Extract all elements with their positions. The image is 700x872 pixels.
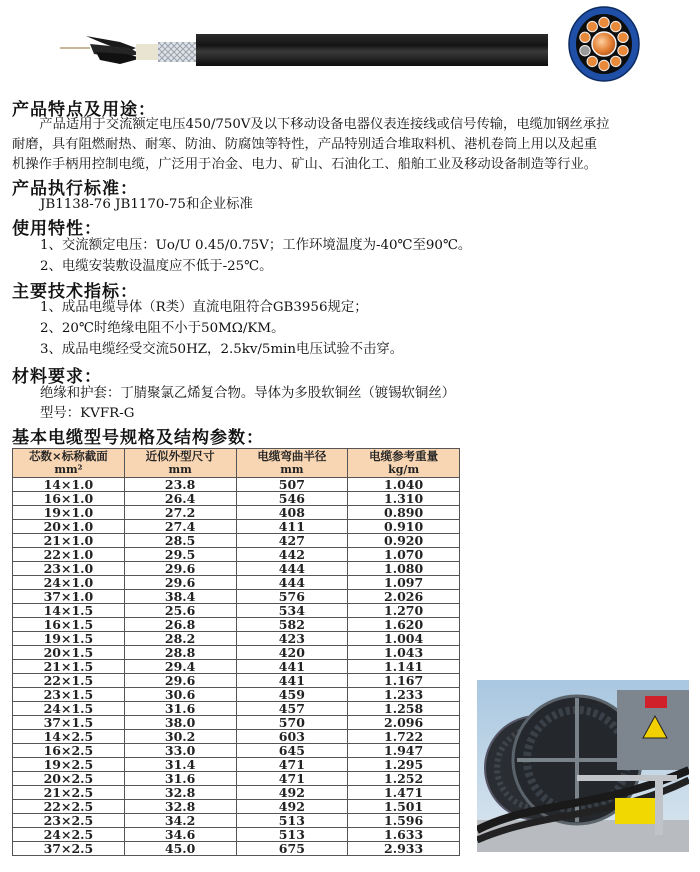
cell-bend-radius: 420	[236, 646, 348, 660]
cell-weight: 1.295	[348, 758, 460, 772]
table-header-row	[13, 449, 460, 478]
usage-heading: 使用特性：	[12, 219, 102, 239]
cable-reel-photo	[477, 680, 689, 852]
header-label: 芯数×标称截面	[29, 449, 108, 463]
table-row	[13, 744, 460, 758]
cell-cores-section: 14×1.5	[13, 604, 125, 618]
cell-weight: 1.270	[348, 604, 460, 618]
cell-outer-diameter: 23.8	[124, 478, 236, 492]
cell-outer-diameter: 29.5	[124, 548, 236, 562]
cell-outer-diameter: 27.2	[124, 506, 236, 520]
features-paragraph	[12, 115, 688, 175]
table-row	[13, 702, 460, 716]
cell-cores-section: 22×1.0	[13, 548, 125, 562]
warning-label	[645, 696, 667, 708]
cell-weight: 1.310	[348, 492, 460, 506]
header-label: 电缆弯曲半径	[257, 449, 327, 463]
cell-cores-section: 19×1.0	[13, 506, 125, 520]
table-row	[13, 688, 460, 702]
header-cores-section	[13, 449, 125, 478]
cell-weight: 1.722	[348, 730, 460, 744]
cell-cores-section: 16×1.0	[13, 492, 125, 506]
cell-weight: 2.933	[348, 842, 460, 856]
cell-cores-section: 22×2.5	[13, 800, 125, 814]
cell-weight: 1.633	[348, 828, 460, 842]
core-conductor	[599, 60, 609, 70]
cell-weight: 1.258	[348, 702, 460, 716]
cell-weight: 0.890	[348, 506, 460, 520]
steel-frame	[655, 775, 663, 835]
technical-item: 3、成品电缆经受交流50HZ，2.5kv/5min电压试验不击穿。	[40, 342, 404, 357]
cell-weight: 0.910	[348, 520, 460, 534]
yellow-motor	[615, 798, 655, 824]
features-line: 机操作手柄用控制电缆，广泛用于冶金、电力、矿山、石油化工、船舶工业及移动设备制造等行业。	[12, 157, 598, 172]
core-conductor	[611, 21, 621, 31]
cell-bend-radius: 471	[236, 772, 348, 786]
table-row	[13, 716, 460, 730]
table-row	[13, 786, 460, 800]
cell-cores-section: 20×1.0	[13, 520, 125, 534]
table-row	[13, 590, 460, 604]
cell-cores-section: 19×2.5	[13, 758, 125, 772]
cell-outer-diameter: 26.8	[124, 618, 236, 632]
cell-cores-section: 21×1.0	[13, 534, 125, 548]
table-body	[13, 478, 460, 856]
cell-bend-radius: 645	[236, 744, 348, 758]
cell-outer-diameter: 31.6	[124, 702, 236, 716]
cell-outer-diameter: 25.6	[124, 604, 236, 618]
cell-bend-radius: 471	[236, 758, 348, 772]
core-conductor	[618, 32, 628, 42]
cell-weight: 1.501	[348, 800, 460, 814]
cell-bend-radius: 427	[236, 534, 348, 548]
table-row	[13, 674, 460, 688]
cell-bend-radius: 444	[236, 576, 348, 590]
technical-heading: 主要技术指标：	[12, 282, 138, 302]
table-row	[13, 814, 460, 828]
technical-item: 1、成品电缆导体（R类）直流电阻符合GB3956规定；	[40, 300, 368, 315]
header-weight	[348, 449, 460, 478]
steel-braid	[158, 42, 196, 62]
cell-bend-radius: 534	[236, 604, 348, 618]
cell-weight: 2.026	[348, 590, 460, 604]
central-conductor	[592, 32, 616, 56]
core-conductor	[611, 56, 621, 66]
cell-outer-diameter: 28.5	[124, 534, 236, 548]
cell-bend-radius: 423	[236, 632, 348, 646]
cell-outer-diameter: 26.4	[124, 492, 236, 506]
table-row	[13, 646, 460, 660]
features-heading: 产品特点及用途：	[12, 100, 156, 120]
cell-bend-radius: 513	[236, 828, 348, 842]
table-row	[13, 492, 460, 506]
cell-weight: 1.004	[348, 632, 460, 646]
params-heading: 基本电缆型号规格及结构参数：	[12, 428, 264, 448]
table-row	[13, 758, 460, 772]
cell-weight: 0.920	[348, 534, 460, 548]
cell-outer-diameter: 38.4	[124, 590, 236, 604]
cell-bend-radius: 675	[236, 842, 348, 856]
cell-weight: 2.096	[348, 716, 460, 730]
cell-bend-radius: 513	[236, 814, 348, 828]
cable-side-view-image	[60, 28, 550, 78]
cell-bend-radius: 441	[236, 674, 348, 688]
cell-cores-section: 21×1.5	[13, 660, 125, 674]
table-row	[13, 478, 460, 492]
cell-outer-diameter: 30.2	[124, 730, 236, 744]
cable-cross-section-image	[566, 6, 642, 82]
table-row	[13, 618, 460, 632]
table-row	[13, 842, 460, 856]
materials-heading: 材料要求：	[12, 367, 102, 387]
cell-outer-diameter: 34.6	[124, 828, 236, 842]
cell-bend-radius: 582	[236, 618, 348, 632]
cell-cores-section: 37×2.5	[13, 842, 125, 856]
table-row	[13, 660, 460, 674]
cell-weight: 1.141	[348, 660, 460, 674]
table-row	[13, 632, 460, 646]
cell-outer-diameter: 29.6	[124, 562, 236, 576]
cell-cores-section: 19×1.5	[13, 632, 125, 646]
cell-weight: 1.040	[348, 478, 460, 492]
cell-outer-diameter: 32.8	[124, 786, 236, 800]
usage-item: 1、交流额定电压：Uo/U 0.45/0.75V；工作环境温度为-40℃至90℃。	[40, 238, 472, 253]
header-unit: mm	[280, 463, 304, 476]
cell-cores-section: 24×1.5	[13, 702, 125, 716]
table-row	[13, 562, 460, 576]
cell-bend-radius: 546	[236, 492, 348, 506]
cell-bend-radius: 459	[236, 688, 348, 702]
cell-weight: 1.596	[348, 814, 460, 828]
header-bend-radius	[236, 449, 348, 478]
cell-cores-section: 20×1.5	[13, 646, 125, 660]
header-unit: kg/m	[388, 463, 420, 476]
cell-weight: 1.070	[348, 548, 460, 562]
cell-cores-section: 16×2.5	[13, 744, 125, 758]
header-label: 电缆参考重量	[369, 449, 439, 463]
tape-wrap	[136, 44, 160, 60]
cell-bend-radius: 603	[236, 730, 348, 744]
cell-bend-radius: 507	[236, 478, 348, 492]
standards-text: JB1138-76 JB1170-75和企业标准	[40, 197, 253, 212]
cell-weight: 1.043	[348, 646, 460, 660]
cell-outer-diameter: 28.8	[124, 646, 236, 660]
cell-cores-section: 22×1.5	[13, 674, 125, 688]
cell-cores-section: 21×2.5	[13, 786, 125, 800]
table-row	[13, 506, 460, 520]
cell-cores-section: 14×2.5	[13, 730, 125, 744]
table-row	[13, 730, 460, 744]
cell-outer-diameter: 29.6	[124, 674, 236, 688]
cell-outer-diameter: 34.2	[124, 814, 236, 828]
cell-weight: 1.471	[348, 786, 460, 800]
header-unit: mm	[168, 463, 192, 476]
table-row	[13, 772, 460, 786]
cell-weight: 1.080	[348, 562, 460, 576]
cell-bend-radius: 411	[236, 520, 348, 534]
cell-outer-diameter: 31.6	[124, 772, 236, 786]
table-row	[13, 800, 460, 814]
cell-bend-radius: 492	[236, 786, 348, 800]
cell-outer-diameter: 29.4	[124, 660, 236, 674]
table-row	[13, 828, 460, 842]
cell-bend-radius: 441	[236, 660, 348, 674]
standards-heading: 产品执行标准：	[12, 179, 138, 199]
cell-outer-diameter: 32.8	[124, 800, 236, 814]
core-conductor	[580, 32, 590, 42]
cell-cores-section: 14×1.0	[13, 478, 125, 492]
cell-bend-radius: 576	[236, 590, 348, 604]
table-row	[13, 548, 460, 562]
cell-cores-section: 23×2.5	[13, 814, 125, 828]
core-conductor	[587, 21, 597, 31]
cell-bend-radius: 408	[236, 506, 348, 520]
header-label: 近似外型尺寸	[145, 449, 215, 463]
cell-weight: 1.097	[348, 576, 460, 590]
cell-outer-diameter: 31.4	[124, 758, 236, 772]
features-line: 耐磨，具有阻燃耐热、耐寒、防油、防腐蚀等特性，产品特别适合堆取料机、港机卷筒上用以及起重	[12, 137, 598, 152]
cell-outer-diameter: 28.2	[124, 632, 236, 646]
cell-bend-radius: 570	[236, 716, 348, 730]
cell-outer-diameter: 30.6	[124, 688, 236, 702]
features-line: 产品适用于交流额定电压450/750V及以下移动设备电器仪表连接线或信号传输，电缆加钢丝承拉	[26, 117, 610, 132]
header-outer-diameter	[124, 449, 236, 478]
cell-outer-diameter: 33.0	[124, 744, 236, 758]
cell-bend-radius: 442	[236, 548, 348, 562]
core-conductor	[587, 56, 597, 66]
model-text: 型号：KVFR-G	[40, 406, 135, 421]
cell-bend-radius: 492	[236, 800, 348, 814]
table-row	[13, 520, 460, 534]
cell-weight: 1.620	[348, 618, 460, 632]
cell-cores-section: 23×1.0	[13, 562, 125, 576]
cell-cores-section: 24×1.0	[13, 576, 125, 590]
cell-bend-radius: 444	[236, 562, 348, 576]
cell-cores-section: 20×2.5	[13, 772, 125, 786]
cell-weight: 1.167	[348, 674, 460, 688]
table-row	[13, 576, 460, 590]
materials-item: 绝缘和护套：丁腈聚氯乙烯复合物。导体为多股软铜丝（镀锡软铜丝）	[40, 386, 456, 401]
cell-weight: 1.233	[348, 688, 460, 702]
cell-cores-section: 24×2.5	[13, 828, 125, 842]
header-unit: mm²	[54, 463, 83, 476]
cell-outer-diameter: 38.0	[124, 716, 236, 730]
table-row	[13, 604, 460, 618]
core-conductor	[599, 17, 609, 27]
cell-bend-radius: 457	[236, 702, 348, 716]
technical-item: 2、20℃时绝缘电阻不小于50MΩ/KM。	[40, 321, 285, 336]
cell-outer-diameter: 45.0	[124, 842, 236, 856]
core-conductor	[580, 45, 590, 55]
cell-weight: 1.252	[348, 772, 460, 786]
cell-cores-section: 23×1.5	[13, 688, 125, 702]
cell-cores-section: 16×1.5	[13, 618, 125, 632]
cell-weight: 1.947	[348, 744, 460, 758]
core-conductor	[618, 45, 628, 55]
cell-cores-section: 37×1.0	[13, 590, 125, 604]
cell-cores-section: 37×1.5	[13, 716, 125, 730]
cell-outer-diameter: 29.6	[124, 576, 236, 590]
table-row	[13, 534, 460, 548]
cable-jacket	[196, 34, 548, 66]
spec-table	[12, 448, 460, 856]
cell-outer-diameter: 27.4	[124, 520, 236, 534]
usage-item: 2、电缆安装敷设温度应不低于-25℃。	[40, 259, 273, 274]
